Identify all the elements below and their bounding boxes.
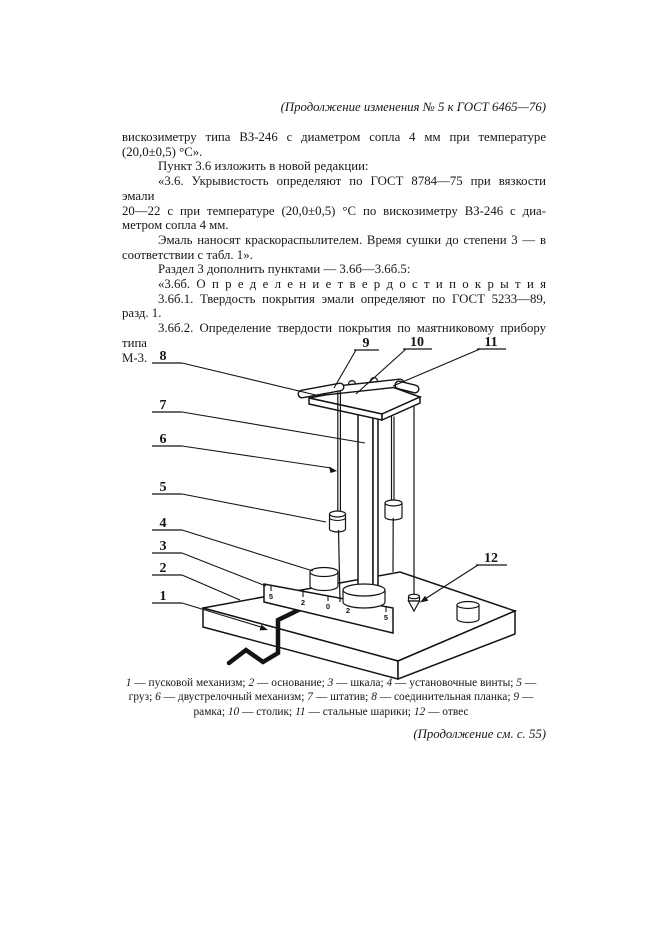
arrowhead: [329, 467, 337, 474]
caption-item: 6 — двустрелочный механизм;: [155, 691, 308, 704]
caption-item: 9 — рамка;: [193, 691, 534, 718]
figure-diagram: [130, 330, 560, 680]
front-weight: [330, 511, 346, 517]
caption-item: 5 — груз;: [128, 677, 537, 704]
callout-9: 9: [362, 336, 370, 351]
text-line: Пункт 3.6 изложить в новой редакции:: [158, 159, 369, 174]
caption-item: 1 — пусковой механизм;: [125, 677, 249, 689]
page-header: (Продолжение изменения № 5 к ГОСТ 6465—76): [280, 100, 546, 114]
caption-item: 3 — шкала;: [327, 677, 387, 689]
callout-7: 7: [159, 398, 167, 413]
figure-caption: [116, 676, 546, 719]
callout-5: 5: [159, 480, 167, 495]
text-line: Эмаль наносят краскораспылителем. Время сушки до степени 3 — в: [158, 232, 546, 247]
callout-1: 1: [159, 589, 167, 604]
text-line: разд. 1.: [122, 306, 162, 321]
page-footer: (Продолжение см. с. 55): [413, 727, 546, 741]
rear-weight: [385, 500, 402, 506]
text-line: «3.6б. О п р е д е л е н и е т в е р д о с т и п о к р ы т и я: [158, 277, 546, 292]
callout-8: 8: [159, 349, 167, 364]
leveling-screw-right: [457, 602, 479, 623]
scale-mark: 2: [345, 606, 351, 615]
text-line: метром сопла 4 мм.: [122, 218, 229, 233]
callout-11: 11: [484, 335, 498, 350]
scale-mark: 0: [325, 602, 331, 611]
text-line: 3.6б.2. Определение твердости покрытия по маятниковому прибору типа: [122, 321, 546, 350]
text-line: М-3.: [122, 350, 148, 365]
text-line: Раздел 3 дополнить пунктами — 3.6б—3.6б.5:: [158, 262, 411, 277]
caption-item: 10 — столик;: [227, 705, 296, 718]
text-line: (20,0±0,5) °С».: [122, 144, 203, 159]
text-line: вискозиметру типа ВЗ-246 с диаметром сопла 4 мм при температуре: [122, 130, 546, 144]
text-line: соответствии с табл. 1».: [122, 247, 253, 262]
figure-callouts: [152, 335, 507, 604]
stand-column: [343, 413, 385, 608]
text-line: «3.6. Укрывистость определяют по ГОСТ 8784—75 при вязкости эмали: [122, 174, 546, 203]
callout-12: 12: [484, 551, 498, 566]
callout-10: 10: [410, 335, 424, 350]
callout-4: 4: [159, 516, 167, 531]
pendulum-rear-wire: [385, 417, 402, 573]
caption-item: 12 — отвес: [413, 705, 469, 718]
caption-item: 4 — установочные винты;: [386, 677, 517, 689]
callout-3: 3: [159, 539, 167, 554]
scale-mark: 5: [268, 592, 274, 601]
caption-item: 2 — основание;: [248, 677, 328, 689]
callout-6: 6: [159, 432, 167, 447]
leveling-screw-left: [310, 568, 338, 591]
caption-item: 7 — штатив;: [307, 691, 372, 704]
scale-mark: 5: [383, 613, 389, 622]
callout-2: 2: [159, 561, 167, 576]
text-line: 3.6б.1. Твердость покрытия эмали определяют по ГОСТ 5233—89,: [158, 291, 546, 306]
scale-mark: 2: [300, 598, 306, 607]
caption-item: 11 — стальные шарики;: [295, 705, 414, 718]
caption-item: 8 — соединительная планка;: [371, 691, 514, 704]
text-line: 20—22 с при температуре (20,0±0,5) °С по вискозиметру ВЗ-246 с диа-: [122, 203, 546, 218]
